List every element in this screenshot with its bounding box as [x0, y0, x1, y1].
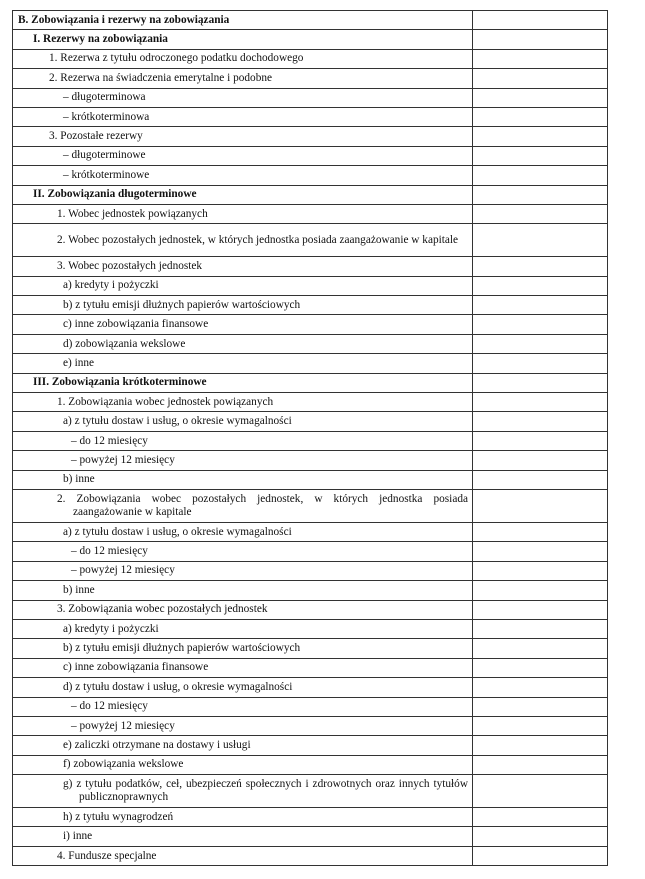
row-value-cell [473, 334, 608, 353]
table-row [13, 619, 608, 638]
row-label: 3. Wobec pozostałych jednostek [57, 259, 203, 272]
row-label-cell [13, 127, 473, 146]
row-label-cell [13, 412, 473, 431]
row-value-cell [473, 185, 608, 204]
row-label-cell [13, 489, 473, 522]
row-value-cell [473, 451, 608, 470]
row-label: 2. Rezerwa na świadczenia emerytalne i podobne [49, 71, 273, 84]
row-label-cell [13, 107, 473, 126]
row-label: b) inne [63, 583, 95, 596]
row-label-cell [13, 581, 473, 600]
row-label: 2. Wobec pozostałych jednostek, w których jednostka posiada zaangażowanie w kapitale [57, 233, 459, 246]
row-value-cell [473, 49, 608, 68]
table-row [13, 775, 608, 808]
row-label: – do 12 miesięcy [71, 434, 148, 447]
row-label: 4. Fundusze specjalne [57, 849, 157, 862]
table-row [13, 470, 608, 489]
row-value-cell [473, 561, 608, 580]
row-label: c) inne zobowiązania finansowe [63, 661, 209, 674]
row-label: b) z tytułu emisji dłużnych papierów wartościowych [63, 298, 301, 311]
row-value-cell [473, 658, 608, 677]
row-label-cell [13, 373, 473, 392]
table-row [13, 296, 608, 315]
row-value-cell [473, 30, 608, 49]
row-label-cell [13, 166, 473, 185]
row-label-cell [13, 561, 473, 580]
row-value-cell [473, 373, 608, 392]
row-label-cell [13, 451, 473, 470]
liabilities-table-body [13, 11, 608, 866]
row-label: a) z tytułu dostaw i usług, o okresie wymagalności [63, 415, 292, 428]
row-label: 2. Zobowiązania wobec pozostałych jednostek, w których jednostka posiada zaangażowanie w kapitale [57, 492, 468, 518]
row-value-cell [473, 315, 608, 334]
row-value-cell [473, 257, 608, 276]
row-label-cell [13, 736, 473, 755]
table-row [13, 808, 608, 827]
row-label-cell [13, 522, 473, 541]
row-label: – powyżej 12 miesięcy [71, 564, 175, 577]
row-value-cell [473, 224, 608, 257]
row-label-cell [13, 30, 473, 49]
table-row [13, 107, 608, 126]
row-label-cell [13, 334, 473, 353]
table-row [13, 678, 608, 697]
row-value-cell [473, 412, 608, 431]
table-row [13, 354, 608, 373]
table-row [13, 542, 608, 561]
row-label: f) zobowiązania wekslowe [63, 758, 184, 771]
row-label-cell [13, 755, 473, 774]
row-label-cell [13, 354, 473, 373]
row-label-cell [13, 775, 473, 808]
row-label: 3. Zobowiązania wobec pozostałych jednostek [57, 603, 268, 616]
row-label: – długoterminowa [63, 91, 146, 104]
row-label-cell [13, 470, 473, 489]
row-label: I. Rezerwy na zobowiązania [33, 33, 168, 46]
row-label-cell [13, 204, 473, 223]
table-row [13, 736, 608, 755]
row-value-cell [473, 827, 608, 846]
row-value-cell [473, 775, 608, 808]
row-value-cell [473, 846, 608, 865]
row-label: 1. Rezerwa z tytułu odroczonego podatku dochodowego [49, 52, 304, 65]
table-row [13, 224, 608, 257]
row-label-cell [13, 257, 473, 276]
table-row [13, 69, 608, 88]
row-label-cell [13, 808, 473, 827]
row-label-cell [13, 619, 473, 638]
table-row [13, 127, 608, 146]
table-row [13, 185, 608, 204]
table-row [13, 658, 608, 677]
row-label: II. Zobowiązania długoterminowe [33, 188, 197, 201]
row-value-cell [473, 107, 608, 126]
table-row [13, 522, 608, 541]
row-label: 1. Wobec jednostek powiązanych [57, 207, 208, 220]
row-value-cell [473, 808, 608, 827]
table-row [13, 257, 608, 276]
row-label: a) kredyty i pożyczki [63, 622, 159, 635]
table-row [13, 393, 608, 412]
row-label-cell [13, 542, 473, 561]
row-value-cell [473, 697, 608, 716]
table-row [13, 146, 608, 165]
row-value-cell [473, 393, 608, 412]
row-value-cell [473, 69, 608, 88]
table-row [13, 88, 608, 107]
row-label: – powyżej 12 miesięcy [71, 719, 175, 732]
row-label: d) z tytułu dostaw i usług, o okresie wymagalności [63, 680, 293, 693]
table-row [13, 697, 608, 716]
row-value-cell [473, 204, 608, 223]
row-label: 3. Pozostałe rezerwy [49, 130, 143, 143]
row-label-cell [13, 276, 473, 295]
table-row [13, 451, 608, 470]
row-value-cell [473, 716, 608, 735]
table-row [13, 581, 608, 600]
row-value-cell [473, 678, 608, 697]
table-row [13, 489, 608, 522]
row-label-cell [13, 315, 473, 334]
table-row [13, 204, 608, 223]
row-label: c) inne zobowiązania finansowe [63, 318, 209, 331]
row-label: h) z tytułu wynagrodzeń [63, 810, 174, 823]
row-label-cell [13, 678, 473, 697]
row-value-cell [473, 619, 608, 638]
row-value-cell [473, 736, 608, 755]
row-label: – do 12 miesięcy [71, 545, 148, 558]
row-label-cell [13, 224, 473, 257]
row-value-cell [473, 600, 608, 619]
table-row [13, 166, 608, 185]
row-label-cell [13, 69, 473, 88]
row-label-cell [13, 846, 473, 865]
row-label: a) z tytułu dostaw i usług, o okresie wymagalności [63, 525, 292, 538]
row-value-cell [473, 542, 608, 561]
row-value-cell [473, 431, 608, 450]
row-label: – do 12 miesięcy [71, 700, 148, 713]
row-label-cell [13, 88, 473, 107]
row-value-cell [473, 470, 608, 489]
row-label-cell [13, 296, 473, 315]
row-label: – długoterminowe [63, 149, 146, 162]
row-value-cell [473, 522, 608, 541]
row-label-cell [13, 146, 473, 165]
table-row [13, 30, 608, 49]
row-label-cell [13, 185, 473, 204]
row-label: e) inne [63, 356, 95, 369]
table-row [13, 412, 608, 431]
row-label: d) zobowiązania wekslowe [63, 337, 186, 350]
row-label: B. Zobowiązania i rezerwy na zobowiązania [18, 13, 230, 26]
table-row [13, 561, 608, 580]
row-label-cell [13, 431, 473, 450]
table-row [13, 315, 608, 334]
row-value-cell [473, 489, 608, 522]
row-label: 1. Zobowiązania wobec jednostek powiązanych [57, 395, 274, 408]
row-label-cell [13, 393, 473, 412]
row-value-cell [473, 296, 608, 315]
row-value-cell [473, 639, 608, 658]
row-label-cell [13, 697, 473, 716]
row-label-cell [13, 639, 473, 658]
table-row [13, 600, 608, 619]
liabilities-table [12, 10, 608, 866]
table-row [13, 716, 608, 735]
row-label-cell [13, 49, 473, 68]
row-label-cell [13, 716, 473, 735]
table-row [13, 49, 608, 68]
row-label: III. Zobowiązania krótkoterminowe [33, 376, 207, 389]
row-value-cell [473, 755, 608, 774]
row-value-cell [473, 166, 608, 185]
row-label: – krótkoterminowe [63, 168, 150, 181]
row-label: b) inne [63, 473, 95, 486]
row-label: b) z tytułu emisji dłużnych papierów wartościowych [63, 642, 301, 655]
table-row [13, 431, 608, 450]
row-value-cell [473, 276, 608, 295]
row-label-cell [13, 827, 473, 846]
row-label-cell [13, 600, 473, 619]
row-value-cell [473, 11, 608, 30]
row-value-cell [473, 354, 608, 373]
table-row [13, 334, 608, 353]
row-label: e) zaliczki otrzymane na dostawy i usługi [63, 738, 251, 751]
row-value-cell [473, 88, 608, 107]
row-label: a) kredyty i pożyczki [63, 279, 159, 292]
row-value-cell [473, 581, 608, 600]
table-row [13, 373, 608, 392]
table-row [13, 11, 608, 30]
row-label-cell [13, 658, 473, 677]
row-label: – powyżej 12 miesięcy [71, 453, 175, 466]
row-label-cell [13, 11, 473, 30]
table-row [13, 639, 608, 658]
table-row [13, 827, 608, 846]
row-value-cell [473, 127, 608, 146]
table-row [13, 276, 608, 295]
table-row [13, 846, 608, 865]
row-label: – krótkoterminowa [63, 110, 150, 123]
table-row [13, 755, 608, 774]
row-label: g) z tytułu podatków, ceł, ubezpieczeń społecznych i zdrowotnych oraz innych tytułów publicznoprawnych [63, 778, 468, 804]
row-value-cell [473, 146, 608, 165]
row-label: i) inne [63, 830, 93, 843]
